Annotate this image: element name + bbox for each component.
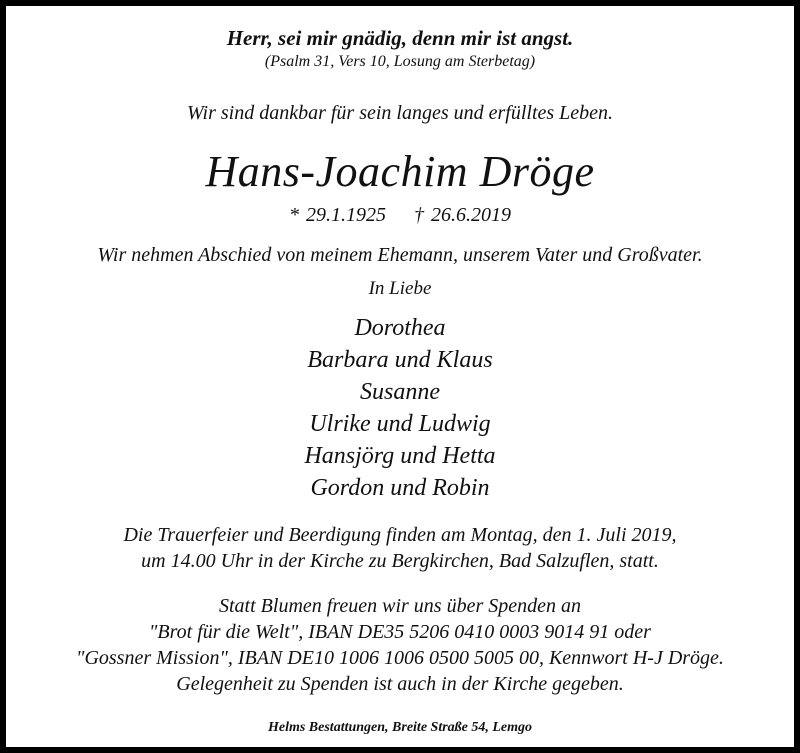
donation-line: Gelegenheit zu Spenden ist auch in der Kirche gegeben. xyxy=(176,673,624,695)
mourners-list xyxy=(6,312,794,504)
death-date: † 26.6.2019 xyxy=(414,204,511,226)
service-line: um 14.00 Uhr in der Kirche zu Bergkirchen, Bad Salzuflen, statt. xyxy=(141,550,659,572)
obituary-frame xyxy=(6,6,794,747)
mourner-name: Gordon und Robin xyxy=(310,475,490,501)
deceased-name: Hans-Joachim Dröge xyxy=(205,147,595,196)
service-line: Die Trauerfeier und Beerdigung finden am Montag, den 1. Juli 2019, xyxy=(123,524,677,546)
donation-line: "Gossner Mission", IBAN DE10 1006 1006 0500 5005 00, Kennwort H-J Dröge. xyxy=(76,647,724,669)
mourner-name: Dorothea xyxy=(354,315,446,341)
verse-source: (Psalm 31, Vers 10, Losung am Sterbetag) xyxy=(264,53,536,70)
mourner-name: Hansjörg und Hetta xyxy=(304,443,496,469)
mourner-name: Barbara und Klaus xyxy=(307,347,493,373)
donation-line: "Brot für die Welt", IBAN DE35 5206 0410 0003 9014 91 oder xyxy=(149,621,651,643)
gratitude-line: Wir sind dankbar für sein langes und erfülltes Leben. xyxy=(186,102,614,124)
donation-line: Statt Blumen freuen wir uns über Spenden an xyxy=(219,595,581,617)
bible-verse: Herr, sei mir gnädig, denn mir ist angst. xyxy=(226,26,574,50)
farewell-line: Wir nehmen Abschied von meinem Ehemann, unserem Vater und Großvater. xyxy=(97,244,703,266)
in-love-line: In Liebe xyxy=(368,278,432,299)
service-info xyxy=(6,522,794,574)
mourner-name: Ulrike und Ludwig xyxy=(309,411,491,437)
birth-date: * 29.1.1925 xyxy=(289,204,386,226)
mourner-name: Susanne xyxy=(360,379,440,405)
undertaker-address: Helms Bestattungen, Breite Straße 54, Lemgo xyxy=(267,720,533,735)
donation-info xyxy=(6,593,794,697)
life-dates xyxy=(6,204,794,227)
